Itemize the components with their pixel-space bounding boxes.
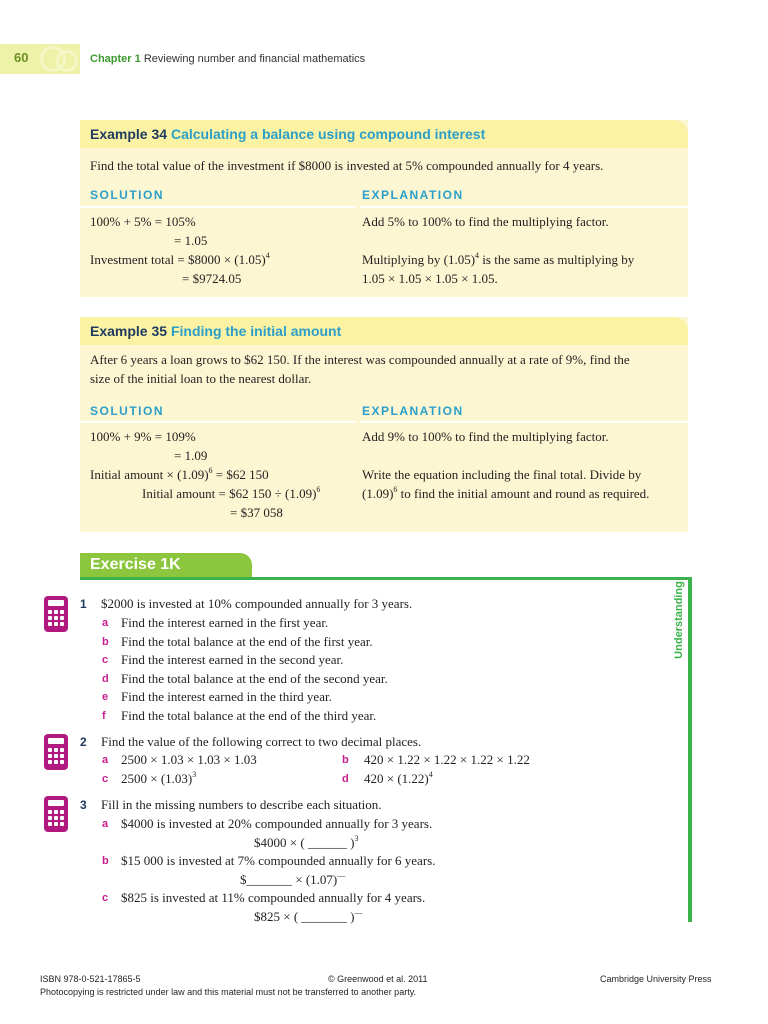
chapter-title: Reviewing number and financial mathematics <box>143 53 366 65</box>
solution-line: 100% + 5% = 105% <box>90 214 196 229</box>
calculator-icon <box>44 796 68 832</box>
part-letter: c <box>102 654 109 667</box>
example-34-number: Example 34 <box>90 126 168 142</box>
part-letter: a <box>102 617 109 629</box>
part-letter: d <box>102 672 109 685</box>
footer-isbn: ISBN 978-0-521-17865-5 <box>40 974 141 984</box>
explanation-line: Add 5% to 100% to find the multiplying factor. <box>362 214 609 229</box>
example-35-question: size of the initial loan to the nearest dollar. <box>90 371 312 386</box>
example-35-title: Finding the initial amount <box>170 323 342 339</box>
part-letter: d <box>342 773 349 785</box>
divider <box>80 206 355 208</box>
part-letter: b <box>102 635 109 648</box>
solution-line: 100% + 9% = 109% <box>90 429 196 444</box>
part-text: $4000 is invested at 20% compounded annually for 3 years. <box>121 816 433 831</box>
example-35-header <box>80 317 688 345</box>
exercise-rule <box>80 577 692 580</box>
fill-in-equation: $825 × ( _______ )— <box>254 908 363 924</box>
question-text: Fill in the missing numbers to describe each situation. <box>101 797 382 812</box>
example-34-header <box>80 120 688 148</box>
example-34-question: Find the total value of the investment if $8000 is invested at 5% compounded annually for 4 years. <box>90 158 604 173</box>
part-text: 420 × 1.22 × 1.22 × 1.22 × 1.22 <box>364 752 530 767</box>
strand-label: Understanding <box>672 581 685 659</box>
divider <box>80 421 355 423</box>
question-number: 1 <box>80 597 87 611</box>
solution-line: = $37 058 <box>230 505 283 520</box>
solution-line: Initial amount = $62 $150 \div (1.09)^6$ <box>142 485 321 501</box>
example-35-question: After 6 years a loan grows to $62 150. If the interest was compounded annually at a rate of 9%, find the <box>90 352 630 367</box>
solution-line: Initial amount × $(1.09)^6$ = $62 150 <box>90 466 269 482</box>
part-text: Find the interest earned in the second year. <box>121 652 344 668</box>
question-text: Find the value of the following correct to two decimal places. <box>101 734 422 749</box>
part-letter: e <box>102 691 109 704</box>
part-text: 2500 × 1.03 × 1.03 × 1.03 <box>121 752 257 767</box>
exercise-title: Exercise 1K <box>90 556 181 573</box>
part-letter: a <box>102 754 109 766</box>
solution-label: SOLUTION <box>90 404 164 418</box>
explanation-line: $(1.09)^6$ to find the initial amount and round as required. <box>362 485 650 501</box>
part-text: Find the interest earned in the third year. <box>121 689 332 705</box>
part-letter: a <box>102 818 109 830</box>
exercise-tab <box>80 553 252 577</box>
part-text: $420 \times (1.22)^4$ <box>364 770 433 786</box>
footer-notice: Photocopying is restricted under law and this material must not be transferred to another party. <box>40 987 417 997</box>
part-text: $825 is invested at 11% compounded annually for 4 years. <box>121 890 426 905</box>
chapter-label: Chapter 1 <box>90 53 141 65</box>
example-35-box <box>80 317 688 532</box>
header-ring <box>56 50 78 72</box>
explanation-line: Multiplying by $(1.05)^4$ is the same as multiplying by <box>362 251 635 267</box>
fill-in-equation: $_______ × (1.07)— <box>240 871 346 887</box>
explanation-line: Add 9% to 100% to find the multiplying factor. <box>362 429 609 444</box>
divider <box>360 421 688 423</box>
solution-label: SOLUTION <box>90 188 164 202</box>
fill-in-equation: $4000 × ( ______ )$^3$ <box>254 834 359 850</box>
divider <box>360 206 688 208</box>
solution-line: = 1.09 <box>174 448 208 463</box>
calculator-icon <box>44 734 68 770</box>
solution-line: = 1.05 <box>174 233 208 248</box>
part-text: $2500 \times (1.03)^3$ <box>121 770 197 786</box>
running-header <box>90 53 365 65</box>
part-text: Find the total balance at the end of the first year. <box>121 633 373 649</box>
exercise-side-rule <box>688 577 692 922</box>
solution-line: Investment total = $8000 × $(1.05)^4$ <box>90 251 270 267</box>
question-number: 2 <box>80 735 87 749</box>
part-letter: c <box>102 773 109 785</box>
explanation-line: Write the equation including the final total. Divide by <box>362 467 642 482</box>
explanation-label: EXPLANATION <box>362 188 464 202</box>
example-35-number: Example 35 <box>90 323 168 339</box>
part-letter: b <box>102 855 109 867</box>
footer-publisher: Cambridge University Press <box>600 974 712 984</box>
part-letter: f <box>102 710 106 722</box>
solution-line: = $9724.05 <box>182 271 242 286</box>
part-text: $15 000 is invested at 7% compounded annually for 6 years. <box>121 853 436 868</box>
part-text: Find the interest earned in the first year. <box>121 615 329 630</box>
example-34-title: Calculating a balance using compound interest <box>170 126 486 142</box>
question-text: $2000 is invested at 10% compounded annually for 3 years. <box>101 596 413 611</box>
part-text: Find the total balance at the end of the second year. <box>121 670 388 686</box>
question-number: 3 <box>80 798 87 812</box>
explanation-line: 1.05 × 1.05 × 1.05 × 1.05. <box>362 271 498 286</box>
part-text: Find the total balance at the end of the third year. <box>121 708 377 723</box>
explanation-label: EXPLANATION <box>362 404 464 418</box>
calculator-icon <box>44 596 68 632</box>
page-number: 60 <box>14 50 29 65</box>
example-34-box <box>80 120 688 297</box>
part-letter: b <box>342 754 349 766</box>
footer-copyright: © Greenwood et al. 2011 <box>328 974 428 984</box>
part-letter: c <box>102 892 109 904</box>
